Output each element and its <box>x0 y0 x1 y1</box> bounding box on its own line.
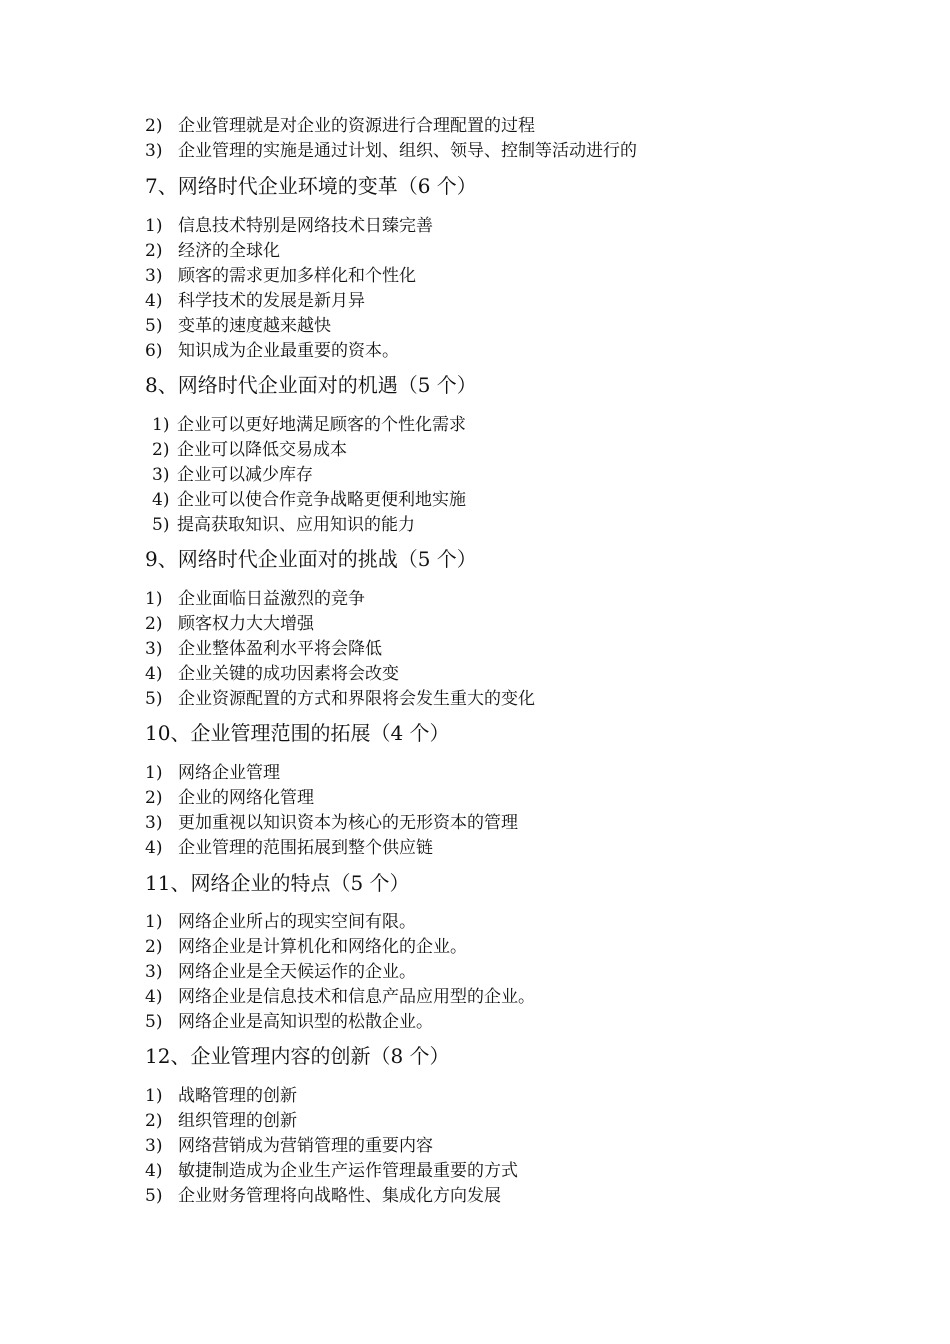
item-text: 变革的速度越来越快 <box>178 316 331 336</box>
item-number: 1) <box>145 216 163 236</box>
item-text: 科学技术的发展是新月异 <box>178 291 365 311</box>
item-text: 企业可以减少库存 <box>177 465 313 485</box>
section-heading: 7、网络时代企业环境的变革（6 个） <box>145 174 477 198</box>
item-text: 企业面临日益激烈的竞争 <box>178 589 365 609</box>
item-number: 5) <box>145 689 163 709</box>
item-text: 网络企业是全天候运作的企业。 <box>178 962 416 982</box>
item-number: 1) <box>145 589 163 609</box>
item-number: 4) <box>152 490 170 510</box>
item-number: 5) <box>152 515 170 535</box>
item-number: 4) <box>145 838 163 858</box>
section-heading: 11、网络企业的特点（5 个） <box>145 871 410 895</box>
item-number: 1) <box>152 415 170 435</box>
item-text: 企业管理就是对企业的资源进行合理配置的过程 <box>178 116 535 136</box>
item-text: 顾客的需求更加多样化和个性化 <box>178 266 416 286</box>
item-number: 3) <box>152 465 170 485</box>
item-number: 2) <box>145 241 163 261</box>
item-text: 提高获取知识、应用知识的能力 <box>177 515 415 535</box>
item-text: 企业关键的成功因素将会改变 <box>178 664 399 684</box>
item-text: 企业资源配置的方式和界限将会发生重大的变化 <box>178 689 535 709</box>
item-number: 5) <box>145 1012 163 1032</box>
item-text: 企业整体盈利水平将会降低 <box>178 639 382 659</box>
item-number: 3) <box>145 962 163 982</box>
item-number: 2) <box>145 614 163 634</box>
item-number: 2) <box>152 440 170 460</box>
item-text: 企业的网络化管理 <box>178 788 314 808</box>
item-number: 6) <box>145 341 163 361</box>
item-text: 更加重视以知识资本为核心的无形资本的管理 <box>178 813 518 833</box>
section-heading: 9、网络时代企业面对的挑战（5 个） <box>145 547 477 571</box>
item-text: 网络企业所占的现实空间有限。 <box>178 912 416 932</box>
item-number: 3) <box>145 141 163 161</box>
item-number: 4) <box>145 1161 163 1181</box>
item-text: 网络企业是计算机化和网络化的企业。 <box>178 937 467 957</box>
item-text: 网络企业是信息技术和信息产品应用型的企业。 <box>178 987 535 1007</box>
item-number: 3) <box>145 813 163 833</box>
item-text: 网络企业管理 <box>178 763 280 783</box>
item-number: 2) <box>145 937 163 957</box>
item-number: 3) <box>145 1136 163 1156</box>
item-number: 3) <box>145 266 163 286</box>
item-number: 4) <box>145 291 163 311</box>
item-text: 信息技术特别是网络技术日臻完善 <box>178 216 433 236</box>
item-text: 企业可以使合作竞争战略更便利地实施 <box>177 490 466 510</box>
item-text: 顾客权力大大增强 <box>178 614 314 634</box>
item-number: 1) <box>145 763 163 783</box>
item-number: 4) <box>145 987 163 1007</box>
item-number: 3) <box>145 639 163 659</box>
item-text: 经济的全球化 <box>178 241 280 261</box>
item-number: 2) <box>145 1111 163 1131</box>
item-text: 网络营销成为营销管理的重要内容 <box>178 1136 433 1156</box>
item-number: 4) <box>145 664 163 684</box>
item-text: 敏捷制造成为企业生产运作管理最重要的方式 <box>178 1161 518 1181</box>
item-text: 知识成为企业最重要的资本。 <box>178 341 399 361</box>
section-heading: 8、网络时代企业面对的机遇（5 个） <box>145 373 477 397</box>
item-text: 组织管理的创新 <box>178 1111 297 1131</box>
item-text: 企业管理的实施是通过计划、组织、领导、控制等活动进行的 <box>178 141 637 161</box>
item-number: 1) <box>145 912 163 932</box>
section-heading: 12、企业管理内容的创新（8 个） <box>145 1044 450 1068</box>
item-number: 5) <box>145 316 163 336</box>
item-text: 网络企业是高知识型的松散企业。 <box>178 1012 433 1032</box>
section-heading: 10、企业管理范围的拓展（4 个） <box>145 721 450 745</box>
item-text: 企业可以更好地满足顾客的个性化需求 <box>177 415 466 435</box>
item-text: 战略管理的创新 <box>178 1086 297 1106</box>
item-number: 5) <box>145 1186 163 1206</box>
item-text: 企业可以降低交易成本 <box>177 440 347 460</box>
item-number: 2) <box>145 788 163 808</box>
item-number: 2) <box>145 116 163 136</box>
item-text: 企业财务管理将向战略性、集成化方向发展 <box>178 1186 501 1206</box>
item-number: 1) <box>145 1086 163 1106</box>
item-text: 企业管理的范围拓展到整个供应链 <box>178 838 433 858</box>
